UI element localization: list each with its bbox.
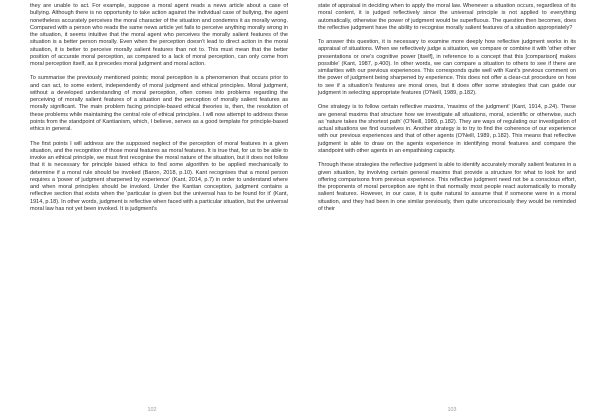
left-paragraph-1: they are unable to act. For example, suppose a moral agent reads a news article about a case of bullying. Although there is no opportunity to take action against the individual case of bullying, the agent nonetheless accurately perceives the moral character of the situation and condemns it as morally wrong. Compared with a person who reads the same news article yet fails to perceive anything morally wrong in the situation, it seems intuitive that the moral agent who perceives the morally salient features of the situation is a better person morally. Even when the perception doesn't lead to direct action in the moral situation, it is better to perceive morally salient features than not to. This must mean that the better position of accurate moral perception, as compared to a lack of moral perception, can only come from moral perception itself, as it precedes moral judgment and moral action. <box>30 3 288 67</box>
left-page-number: 102 <box>147 407 157 413</box>
right-page <box>318 0 576 420</box>
right-paragraph-2: To answer this question, it is necessary to examine more deeply how reflective judgment works in its appraisal of situations. When we reflectively judge a situation, we compare or combine it with 'other other presentations or one's cognitive power [itself], in reference to a concept that this [comparison] makes possible' (Kant, 1987, p.400). In other words, we can compare a situation to others to see if there are similarities with our previous experiences. This corresponds quite well with Kant's previous comment on the power of judgment being sharpened by experience. This does not offer a clear-cut procedure on how to see if a situation's features are moral ones, but it does offer some strategies that can guide our judgment in selecting appropriate features (O'Neill, 1989, p.182). <box>318 39 576 96</box>
left-paragraph-2: To summarise the previously mentioned points; moral perception is a phenomenon that occurs prior to and can act, to some extent, independently of moral judgment and ethical principles. Moral judgment, without a developed understanding of moral perception, often comes into problems regarding the perceiving of morally salient features of a situation and the perception of morally salient features as morally significant. The main problem facing principle-based ethical theories is, then, the resolution of these problems while maintaining the central role of ethical principles. I will now attempt to address these points from the standpoint of Kantianism, which, I believe, serves as a good template for principle-based ethics in general. <box>30 75 288 133</box>
right-paragraph-4: Through these strategies the reflective judgment is able to identify accurately morally salient features in a given situation, by involving certain general maxims that provide a structure for what to look for and offering comparisons from previous experience. This reflective judgment need not be a conscious effort, the proponents of moral perception are right in that normally most people react automatically to morally salient features. However, in our case, it is quite natural to assume that if someone were in a moral situation, and they had been in one similar previously, then quite unconsciously they would be reminded of their <box>318 162 576 212</box>
right-paragraph-3: One strategy is to follow certain reflective maxims, 'maxims of the judgment' (Kant, 1914, p.24). These are general maxims that structure how we investigate all situations, moral, scientific or otherwise, such as 'nature takes the shortest path' (O'Neill, 1989, p.182). They are ways of regulating our investigation of actual situations we find ourselves in. Another strategy is to try to find the coherence of our experience with our previous experiences and that of other agents (O'Neill, 1989, p.182). This means that reflective judgment is able to draw on the agents experience in identifying moral features and compare the standpoint with other agents in an empathising capacity. <box>318 104 576 154</box>
left-page <box>30 0 288 420</box>
left-paragraph-3: The first points I will address are the supposed neglect of the perception of moral features in a given situation, and the recognition of those moral features as moral features. It is true that, for us to be able to invoke an ethical principle, we must first recognise the moral nature of the situation, but it does not follow that it is necessary for principle based ethics to find some algorithm to be applied mechanically to determine if a moral rule should be invoked (Baron, 2018, p.10). Kant recognises that a moral person requires a 'power of judgment sharpened by experience' (Kant, 2014, p.7) in order to understand where and when moral principles should be invoked. Under the Kantian conception, judgment contains a reflective section that exists when the 'particular is given but the universal has to be found for it' (Kant, 1914, p.18). In other words, judgment is reflective when faced with a particular situation, but the universal moral law has not yet been invoked. It is judgment's <box>30 140 288 212</box>
right-page-number: 103 <box>447 407 457 413</box>
right-paragraph-1: state of appraisal in deciding when to apply the moral law. Whenever a situation occurs, regardless of its moral content, it is judged reflectively since the universal principle is not applied to everything automatically, otherwise the power of judgment would be superfluous. The question then becomes, does the reflective judgment have the ability to recognise morally salient features of a situation appropriately? <box>318 3 576 31</box>
